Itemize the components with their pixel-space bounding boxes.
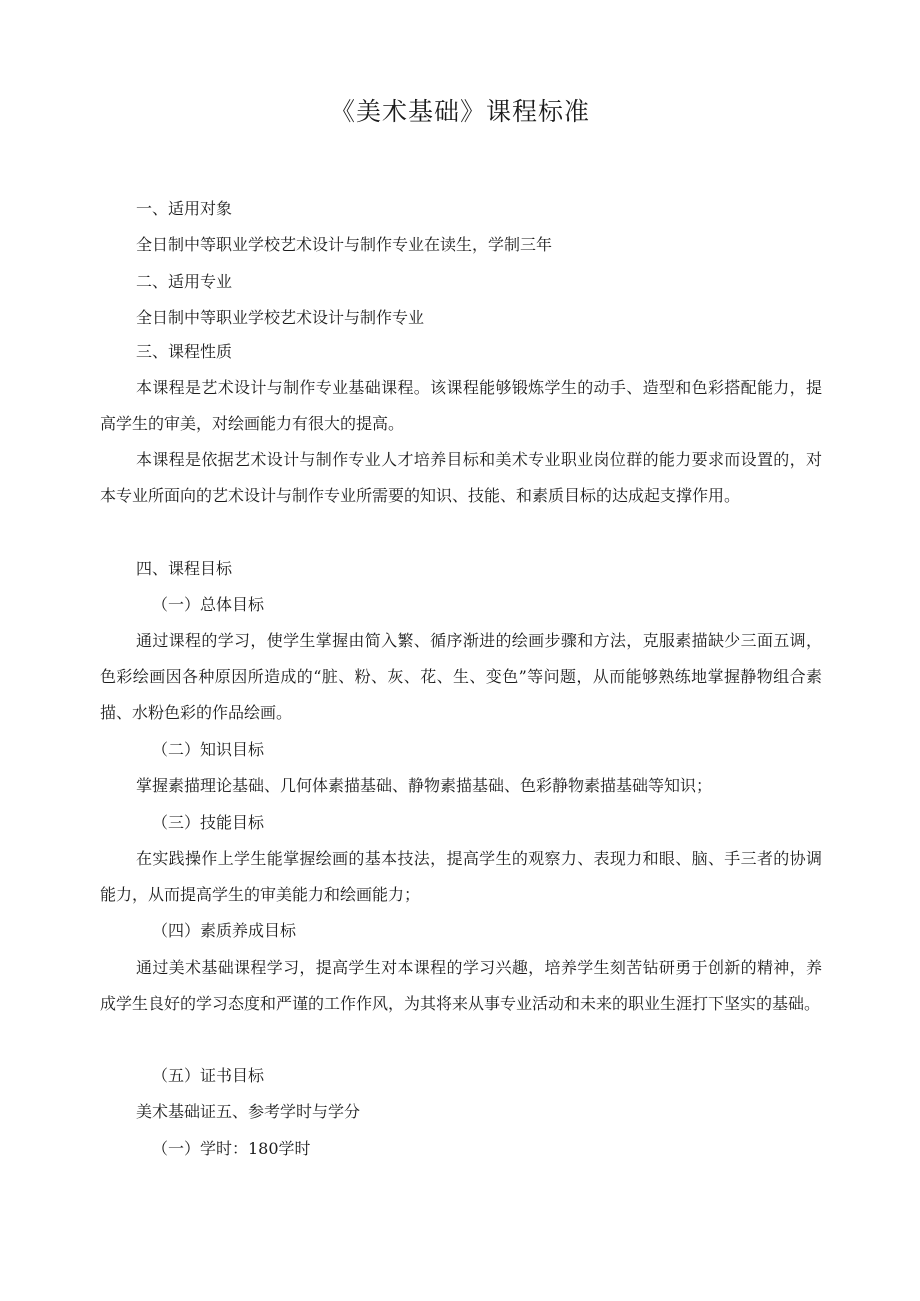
section-4-5-text: 美术基础证五、参考学时与学分 xyxy=(136,1102,361,1121)
section-4-1-paragraph xyxy=(100,623,822,731)
section-2-heading: 二、适用专业 xyxy=(136,272,233,291)
section-1-heading: 一、适用对象 xyxy=(136,199,233,218)
section-3-paragraph-2-text: 本课程是依据艺术设计与制作专业人才培养目标和美术专业职业岗位群的能力要求而设置的，对本专业所面向的艺术设计与制作专业所需要的知识、技能、和素质目标的达成起支撑作用。 xyxy=(100,450,822,505)
section-4-3-paragraph-text: 在实践操作上学生能掌握绘画的基本技法，提高学生的观察力、表现力和眼、脑、手三者的协调能力，从而提高学生的审美能力和绘画能力； xyxy=(100,849,822,904)
section-3-paragraph-1-text: 本课程是艺术设计与制作专业基础课程。该课程能够锻炼学生的动手、造型和色彩搭配能力，提高学生的审美，对绘画能力有很大的提高。 xyxy=(100,378,822,433)
section-3-paragraph-1 xyxy=(100,370,822,442)
section-4-1-heading: （一）总体目标 xyxy=(152,595,265,614)
section-5-1-text: （一）学时：180学时 xyxy=(152,1139,311,1158)
section-4-4-paragraph-text: 通过美术基础课程学习，提高学生对本课程的学习兴趣，培养学生刻苦钻研勇于创新的精神，养成学生良好的学习态度和严谨的工作作风，为其将来从事专业活动和未来的职业生涯打下坚实的基础。 xyxy=(100,958,822,1013)
document-title: 《美术基础》课程标准 xyxy=(329,97,590,126)
section-4-2-paragraph xyxy=(100,768,822,804)
section-4-4-heading: （四）素质养成目标 xyxy=(152,921,297,940)
section-2-text: 全日制中等职业学校艺术设计与制作专业 xyxy=(136,308,425,327)
section-4-1-paragraph-text: 通过课程的学习，使学生掌握由简入繁、循序渐进的绘画步骤和方法，克服素描缺少三面五调，色彩绘画因各种原因所造成的“脏、粉、灰、花、生、变色”等问题，从而能够熟练地掌握静物组合素描、水粉色彩的作品绘画。 xyxy=(100,631,822,722)
section-4-heading: 四、课程目标 xyxy=(136,559,233,578)
section-4-2-paragraph-text: 掌握素描理论基础、几何体素描基础、静物素描基础、色彩静物素描基础等知识； xyxy=(136,776,713,795)
section-4-5-heading: （五）证书目标 xyxy=(152,1066,265,1085)
section-3-heading: 三、课程性质 xyxy=(136,342,233,361)
section-4-3-heading: （三）技能目标 xyxy=(152,813,265,832)
section-1-text: 全日制中等职业学校艺术设计与制作专业在读生，学制三年 xyxy=(136,235,553,254)
section-4-2-heading: （二）知识目标 xyxy=(152,740,265,759)
section-3-paragraph-2 xyxy=(100,442,822,514)
section-4-3-paragraph xyxy=(100,841,822,913)
section-4-4-paragraph xyxy=(100,950,822,1022)
